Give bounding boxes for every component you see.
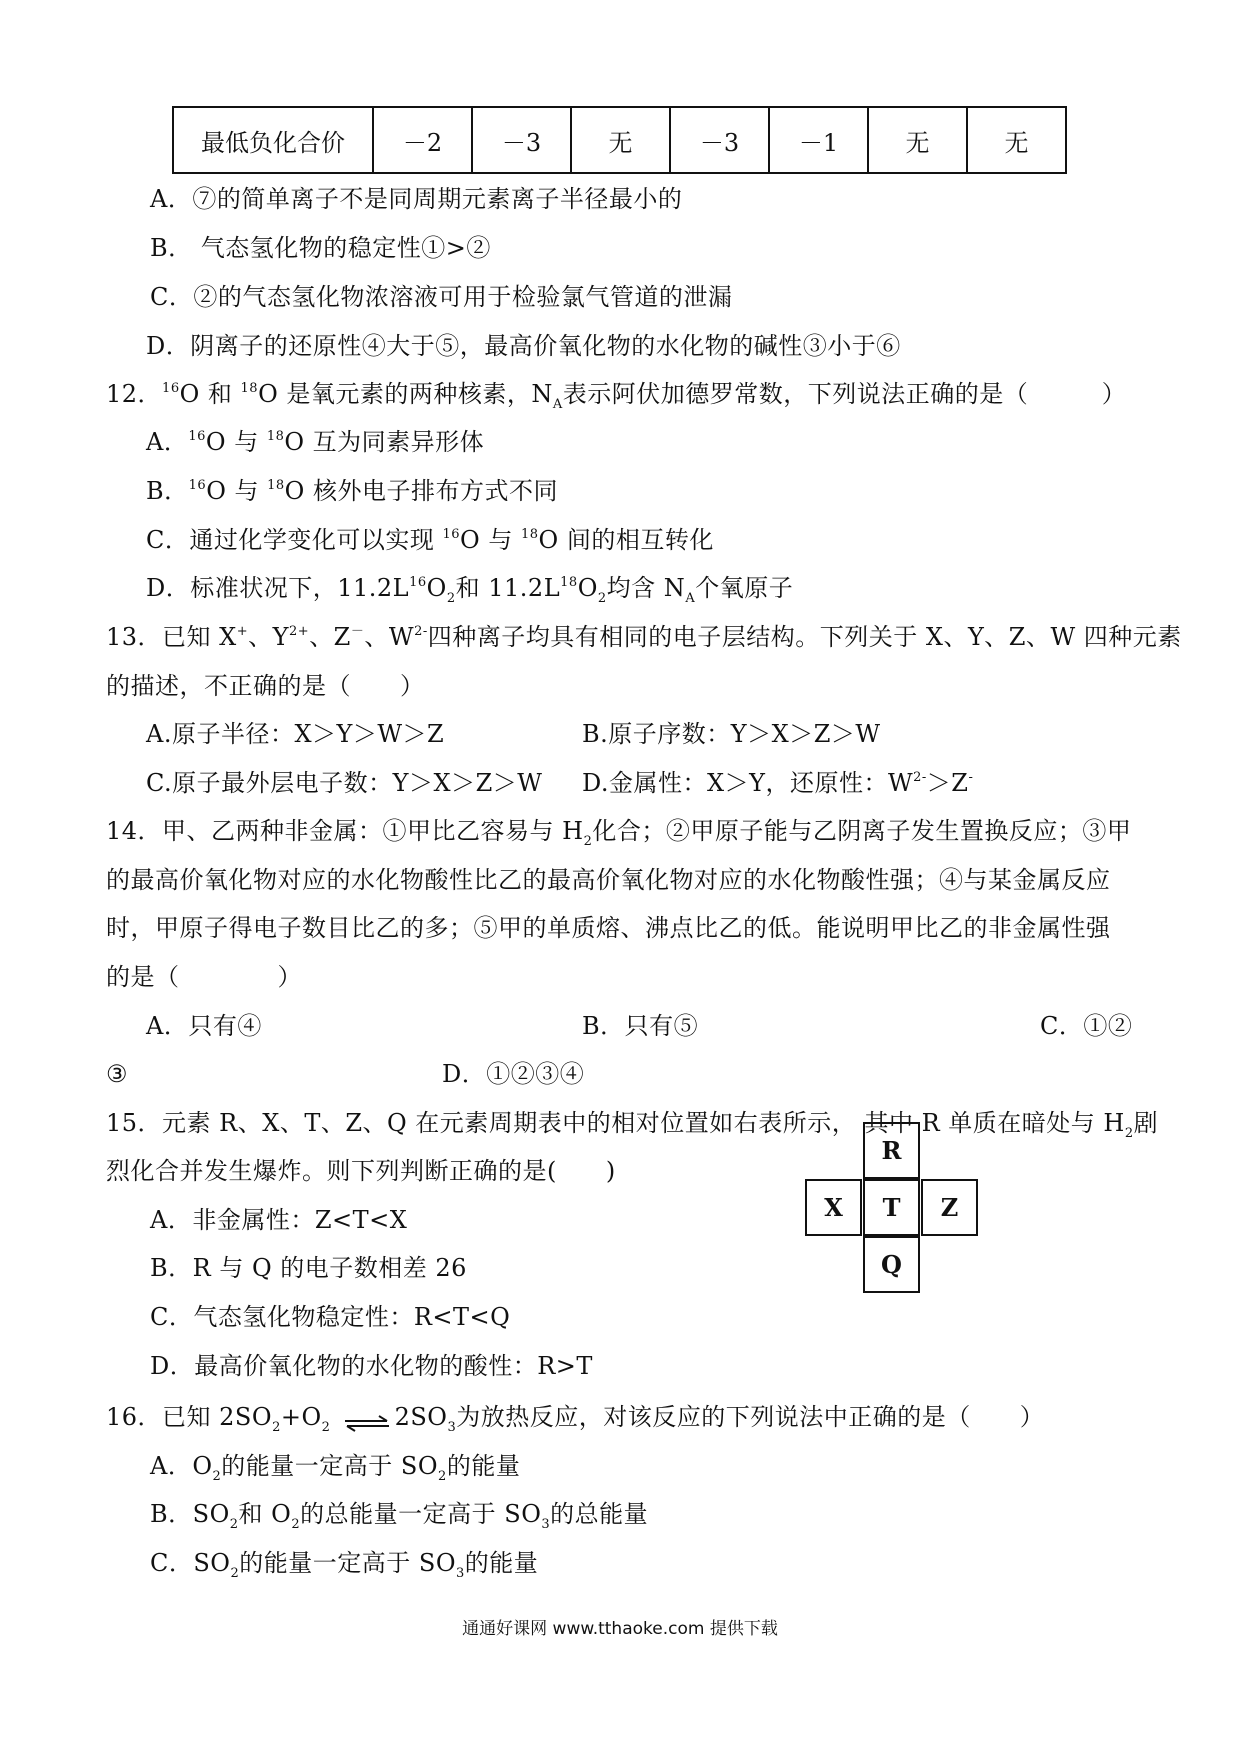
q15-option-b: B．R 与 Q 的电子数相差 26 <box>150 1254 467 1282</box>
stem-text: 为放热反应，对该反应的下列说法中正确的是（ ） <box>456 1403 1045 1431</box>
reversible-arrow-icon <box>343 1409 391 1429</box>
subscript: 2 <box>321 1420 331 1435</box>
option-text: 个氧原子 <box>695 574 794 602</box>
option-text: 的能量 <box>464 1549 539 1577</box>
table-cell: －3 <box>670 107 769 173</box>
q11-option-b: B． 气态氢化物的稳定性①>② <box>150 234 491 262</box>
subscript: 2 <box>597 591 607 606</box>
option-text: 的能量 <box>446 1452 521 1480</box>
q15-stem-line2: 烈化合并发生爆炸。则下列判断正确的是( ) <box>106 1157 616 1185</box>
option-text: O <box>577 574 598 602</box>
q12-option-b <box>146 475 558 507</box>
isotope-mark: 16 <box>188 478 207 493</box>
q12-option-a <box>146 426 484 458</box>
option-text: 的总能量 <box>550 1500 649 1528</box>
grid-cell-t: T <box>863 1179 920 1236</box>
stem-text: O 是氧元素的两种核素，N <box>258 380 553 408</box>
q15-option-d: D．最高价氧化物的水化物的酸性：R>T <box>150 1352 593 1380</box>
option-text: 和 11.2L <box>455 574 561 602</box>
periodic-position-grid <box>805 1122 979 1302</box>
option-text: O 核外电子排布方式不同 <box>284 477 558 505</box>
option-text: O 互为同素异形体 <box>284 428 485 456</box>
grid-cell-z: Z <box>921 1179 978 1236</box>
table-cell: 无 <box>868 107 967 173</box>
q12-stem <box>106 378 1126 410</box>
q11-option-d: D．阴离子的还原性④大于⑤，最高价氧化物的水化物的碱性③小于⑥ <box>146 332 901 360</box>
stem-text: 剧 <box>1133 1109 1159 1137</box>
subscript: 2 <box>230 1566 240 1581</box>
isotope-mark: 16 <box>188 429 206 444</box>
grid-cell-r: R <box>863 1122 920 1179</box>
stem-text: 、Z <box>309 623 351 651</box>
stem-text: 化合；②甲原子能与乙阴离子发生置换反应；③甲 <box>592 817 1132 845</box>
isotope-mark: 18 <box>240 381 259 396</box>
option-text: 的能量一定高于 SO <box>221 1452 439 1480</box>
table-cell: 无 <box>967 107 1066 173</box>
q14-stem-line4: 的是（ ） <box>106 963 302 991</box>
row-label: 最低负化合价 <box>173 107 373 173</box>
q12-option-c <box>146 524 714 556</box>
charge-mark: - <box>968 770 974 785</box>
isotope-mark: 18 <box>266 429 285 444</box>
stem-text: 2SO <box>394 1403 448 1431</box>
q14-option-a: A．只有④ <box>146 1012 262 1040</box>
subscript: 2 <box>1124 1126 1134 1141</box>
stem-text: 13．已知 X <box>106 623 237 651</box>
option-text: O 间的相互转化 <box>538 526 714 554</box>
q16-option-b <box>150 1498 648 1530</box>
page-footer: 通通好课网 www.tthaoke.com 提供下载 <box>462 1619 778 1639</box>
q14-option-c-cont: ③ <box>106 1060 129 1088</box>
isotope-mark: 18 <box>520 527 539 542</box>
table-cell: 无 <box>571 107 670 173</box>
q16-option-c <box>150 1547 538 1579</box>
subscript: 3 <box>541 1517 551 1532</box>
table-cell: －3 <box>472 107 571 173</box>
q14-option-d: D．①②③④ <box>442 1060 585 1088</box>
option-text: O 与 <box>460 526 521 554</box>
option-text: B．SO <box>150 1500 230 1528</box>
charge-mark: － <box>350 624 365 639</box>
subscript: 2 <box>291 1517 301 1532</box>
q16-stem <box>106 1401 1044 1433</box>
q15-option-c: C．气态氢化物稳定性：R<T<Q <box>150 1303 511 1331</box>
option-text: D.金属性：X＞Y，还原性：W <box>582 769 914 797</box>
isotope-mark: 18 <box>267 478 285 493</box>
grid-cell-q: Q <box>863 1236 920 1293</box>
isotope-mark: 16 <box>162 381 180 396</box>
stem-text: 四种离子均具有相同的电子层结构。下列关于 X、Y、Z、W 四种元素 <box>427 623 1182 651</box>
subscript: 2 <box>446 591 456 606</box>
q11-option-a: A．⑦的简单离子不是同周期元素离子半径最小的 <box>150 185 683 213</box>
charge-mark: 2- <box>913 770 927 785</box>
stem-text: 、Y <box>248 623 290 651</box>
subscript: A <box>685 591 696 606</box>
valence-table <box>172 106 1067 174</box>
isotope-mark: 16 <box>442 527 461 542</box>
option-text: C．SO <box>150 1549 231 1577</box>
q16-option-a <box>150 1450 520 1482</box>
subscript: 3 <box>456 1566 465 1581</box>
option-text: O 与 <box>205 428 267 456</box>
q13-stem <box>106 621 1182 653</box>
table-cell: －2 <box>373 107 472 173</box>
q13-stem-line2: 的描述，不正确的是（ ） <box>106 672 425 700</box>
q14-stem-line2: 的最高价氧化物对应的水化物酸性比乙的最高价氧化物对应的水化物酸性强；④与某金属反应 <box>106 866 1111 894</box>
option-text: A． <box>146 428 189 456</box>
option-text: 的总能量一定高于 SO <box>300 1500 542 1528</box>
q12-option-d <box>146 572 793 604</box>
option-text: 的能量一定高于 SO <box>239 1549 457 1577</box>
isotope-mark: 18 <box>560 575 578 590</box>
q14-option-c: C．①② <box>1040 1012 1133 1040</box>
charge-mark: 2- <box>414 624 428 639</box>
isotope-mark: 16 <box>409 575 427 590</box>
stem-text: +O <box>280 1403 322 1431</box>
q13-option-d <box>582 767 973 799</box>
q15-option-a: A．非金属性：Z<T<X <box>150 1206 408 1234</box>
option-text: O 与 <box>206 477 268 505</box>
q11-option-c: C．②的气态氢化物浓溶液可用于检验氯气管道的泄漏 <box>150 283 733 311</box>
q14-option-b: B．只有⑤ <box>582 1012 699 1040</box>
q13-option-c: C.原子最外层电子数：Y＞X＞Z＞W <box>146 769 543 797</box>
q14-stem-line1 <box>106 815 1131 847</box>
option-text: A．O <box>150 1452 213 1480</box>
table-cell: －1 <box>769 107 868 173</box>
option-text: ＞Z <box>926 769 969 797</box>
option-text: O <box>426 574 447 602</box>
charge-mark: 2+ <box>289 624 310 639</box>
subscript: A <box>552 397 563 412</box>
option-text: C．通过化学变化可以实现 <box>146 526 443 554</box>
subscript: 3 <box>447 1420 457 1435</box>
grid-cell-x: X <box>805 1179 862 1236</box>
subscript: 2 <box>229 1517 239 1532</box>
q13-option-b: B.原子序数：Y＞X＞Z＞W <box>582 720 881 748</box>
stem-text: O 和 <box>179 380 241 408</box>
stem-text: 15．元素 R、X、T、Z、Q 在元素周期表中的相对位置如右表所示， 其中 R 单质在暗处与 H <box>106 1109 1125 1137</box>
charge-mark: + <box>236 624 249 639</box>
q15-stem-line1 <box>106 1107 1158 1139</box>
option-text: B． <box>146 477 189 505</box>
option-text: D．标准状况下，11.2L <box>146 574 410 602</box>
option-text: 均含 N <box>606 574 686 602</box>
subscript: 2 <box>583 834 593 849</box>
stem-text: 表示阿伏加德罗常数，下列说法正确的是（ ） <box>562 380 1127 408</box>
q14-stem-line3: 时，甲原子得电子数目比乙的多；⑤甲的单质熔、沸点比乙的低。能说明甲比乙的非金属性强 <box>106 914 1111 942</box>
table-row <box>173 107 1066 173</box>
stem-text: 14．甲、乙两种非金属：①甲比乙容易与 H <box>106 817 584 845</box>
option-text: 和 O <box>238 1500 292 1528</box>
stem-text: 16．已知 2SO <box>106 1403 273 1431</box>
question-number: 12． <box>106 380 163 408</box>
stem-text: 、W <box>364 623 415 651</box>
subscript: 2 <box>438 1469 447 1484</box>
q13-option-a: A.原子半径：X＞Y＞W＞Z <box>146 720 445 748</box>
subscript: 2 <box>272 1420 281 1435</box>
subscript: 2 <box>212 1469 222 1484</box>
